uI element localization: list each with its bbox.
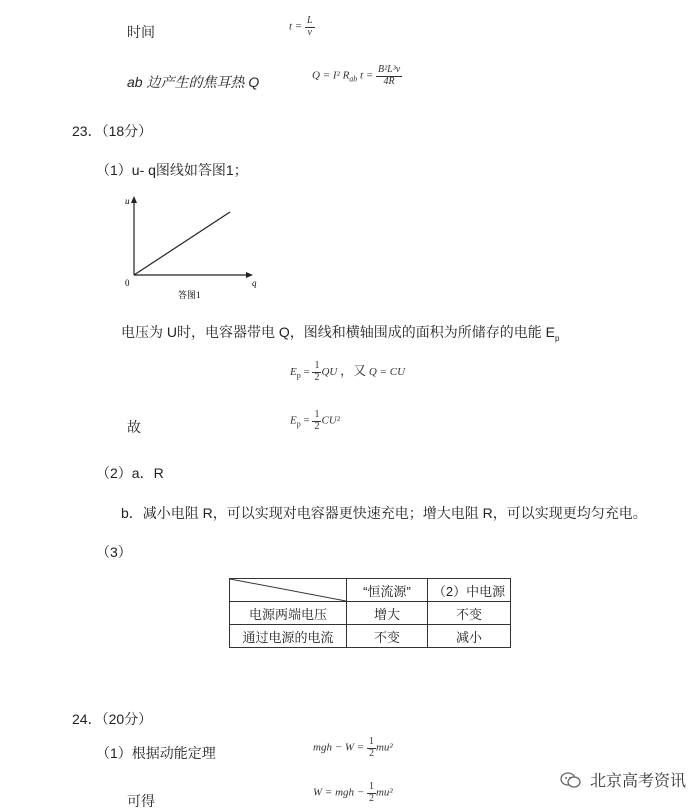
wechat-icon	[560, 771, 582, 789]
time-formula: t = $\frac{L}{v}$	[289, 15, 313, 38]
table-row-label: 通过电源的电流	[230, 625, 347, 648]
q23-part2b: b．减小电阻 R，可以实现对电容器更快速充电；增大电阻 R，可以实现更均匀充电。	[121, 505, 647, 521]
table-col-header: “恒流源”	[347, 579, 428, 602]
ep-formula-2: $E_p$ = $\frac{1}{2}$ CU²	[290, 409, 341, 432]
table-col-header: （2）中电源	[428, 579, 511, 602]
q24-heading: 24．（20分）	[72, 711, 153, 727]
work-formula: W = mgh − $\frac{1}{2}$ mu²	[313, 781, 393, 804]
time-label: 时间	[127, 24, 155, 40]
kede-label: 可得	[127, 793, 155, 809]
table-row	[230, 625, 511, 648]
table-diagonal-cell	[230, 579, 347, 602]
graph-caption: 答图1	[178, 290, 201, 300]
ep-formula-1: $E_p$ = $\frac{1}{2}$ QU ，又 Q = CU	[290, 360, 406, 383]
comparison-table	[229, 578, 511, 648]
q23-part1: （1）u- q图线如答图1；	[96, 162, 248, 178]
table-cell: 增大	[347, 602, 428, 625]
q23-part3: （3）	[96, 544, 132, 560]
heat-label: ab 边产生的焦耳热 Q	[127, 74, 260, 90]
table-row-label: 电源两端电压	[230, 602, 347, 625]
gu-label: 故	[127, 419, 141, 435]
q23-heading: 23．（18分）	[72, 123, 153, 139]
u-axis-arrow	[131, 196, 137, 203]
kinetic-energy-formula: mgh − W = $\frac{1}{2}$ mu²	[313, 736, 393, 759]
table-cell: 不变	[428, 602, 511, 625]
table-row	[230, 602, 511, 625]
table-cell: 减小	[428, 625, 511, 648]
table-cell: 不变	[347, 625, 428, 648]
watermark-text: 北京高考资讯	[589, 773, 686, 790]
heat-formula: Q = I² $R_{ab}$ t = $\frac{\text{B²L³v}}{4R}$	[312, 64, 401, 87]
graph-q-label: q	[252, 278, 257, 288]
q24-part1: （1）根据动能定理	[96, 745, 216, 761]
graph-u-label: u	[125, 196, 130, 206]
watermark	[560, 768, 686, 791]
uq-graph	[120, 190, 270, 305]
graph-origin: 0	[125, 278, 130, 288]
uq-line	[134, 212, 230, 275]
energy-text: 电压为 U时，电容器带电 Q，图线和横轴围成的面积为所储存的电能 $E_p$	[121, 324, 560, 343]
q23-part2a: （2）a．R	[96, 465, 164, 481]
